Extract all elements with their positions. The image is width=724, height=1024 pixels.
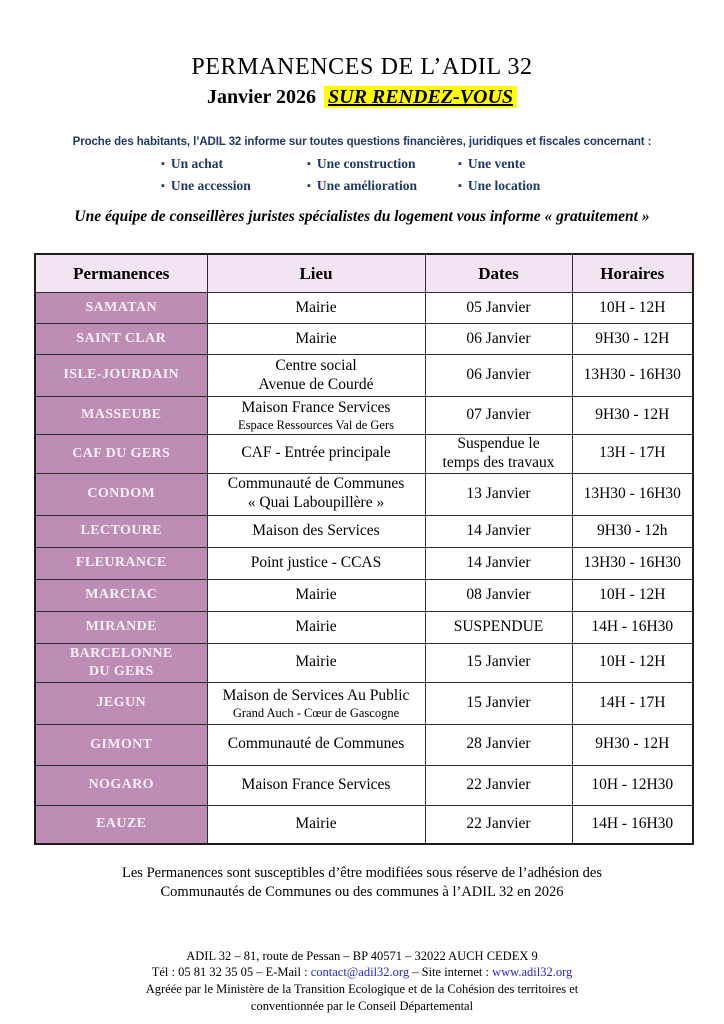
- disclaimer-line2: Communautés de Communes ou des communes à l’ADIL 32 en 2026: [160, 884, 564, 901]
- lieu-cell: Mairie: [207, 805, 425, 844]
- column-header-permanences: Permanences: [35, 254, 207, 293]
- horaires-cell: 14H - 16H30: [572, 805, 693, 844]
- website-link[interactable]: www.adil32.org: [492, 965, 573, 980]
- intro-text: Proche des habitants, l’ADIL 32 informe sur toutes questions financières, juridiques et fiscales concernant :: [72, 136, 652, 148]
- footer-site-label: – Site internet :: [409, 965, 493, 980]
- bullet-item: [307, 178, 458, 194]
- footer-accreditation-line2: conventionnée par le Conseil Départemental: [250, 999, 474, 1014]
- horaires-cell: 9H30 - 12h: [572, 515, 693, 547]
- square-bullet-icon: [161, 178, 171, 194]
- table-row-lectoure: [35, 515, 693, 547]
- horaires-cell: 13H30 - 16H30: [572, 473, 693, 515]
- table-row-fleurance: [35, 547, 693, 579]
- square-bullet-icon: [307, 178, 317, 194]
- table-row-mirande: [35, 611, 693, 643]
- date-cell: 28 Janvier: [425, 724, 572, 765]
- table-row-barcelonne-du-gers: [35, 643, 693, 682]
- table-row-isle-jourdain: [35, 355, 693, 397]
- lieu-cell: Maison des Services: [207, 515, 425, 547]
- bullet-label: Une construction: [316, 156, 416, 171]
- footer-address: ADIL 32 – 81, route de Pessan – BP 40571 – 32022 AUCH CEDEX 9: [186, 948, 538, 963]
- column-header-lieu: Lieu: [207, 254, 425, 293]
- permanence-name: SAMATAN: [35, 293, 207, 324]
- lieu-line2: Espace Ressources Val de Gers: [238, 417, 394, 432]
- subtitle-month: Janvier 2026: [206, 86, 317, 108]
- permanence-name: ISLE-JOURDAIN: [35, 355, 207, 397]
- lieu-line1: Maison de Services Au Public: [222, 686, 410, 704]
- horaires-cell: 14H - 17H: [572, 682, 693, 724]
- bullet-item: [161, 178, 307, 194]
- horaires-cell: 9H30 - 12H: [572, 397, 693, 435]
- date-cell: 05 Janvier: [425, 293, 572, 324]
- table-row-nogaro: [35, 765, 693, 805]
- date-cell: SUSPENDUE: [425, 611, 572, 643]
- table-row-marciac: [35, 579, 693, 611]
- column-header-dates: Dates: [425, 254, 572, 293]
- table-header: [35, 254, 693, 293]
- tagline: Une équipe de conseillères juristes spécialistes du logement vous informe « gratuitement »: [74, 208, 650, 225]
- table-row-gimont: [35, 724, 693, 765]
- lieu-cell: [207, 397, 425, 435]
- permanence-name: JEGUN: [35, 682, 207, 724]
- name-line1: BARCELONNE: [69, 645, 173, 661]
- lieu-line2: « Quai Laboupillère »: [247, 494, 385, 512]
- horaires-cell: 10H - 12H: [572, 293, 693, 324]
- date-cell: 08 Janvier: [425, 579, 572, 611]
- date-cell: 22 Janvier: [425, 765, 572, 805]
- lieu-cell: CAF - Entrée principale: [207, 435, 425, 474]
- table-row-eauze: [35, 805, 693, 844]
- permanences-table: [34, 253, 694, 845]
- subtitle-highlight: SUR RENDEZ-VOUS: [324, 86, 517, 108]
- bullet-list: [161, 156, 563, 194]
- date-line1: Suspendue le: [457, 435, 540, 452]
- permanence-name: SAINT CLAR: [35, 324, 207, 355]
- bullet-item: [161, 156, 307, 172]
- horaires-cell: 13H30 - 16H30: [572, 547, 693, 579]
- lieu-cell: Communauté de Communes: [207, 724, 425, 765]
- name-line2: DU GERS: [88, 663, 154, 679]
- footer-tel-label: Tél : 05 81 32 35 05 – E-Mail :: [151, 965, 311, 980]
- column-header-horaires: Horaires: [572, 254, 693, 293]
- footer-accreditation-line1: Agréée par le Ministère de la Transition Ecologique et de la Cohésion des territoires et: [145, 982, 579, 997]
- lieu-cell: Mairie: [207, 324, 425, 355]
- email-link[interactable]: contact@adil32.org: [310, 965, 410, 980]
- disclaimer-note: [0, 864, 724, 902]
- page-title: PERMANENCES DE L’ADIL 32: [191, 54, 533, 80]
- date-cell: 13 Janvier: [425, 473, 572, 515]
- square-bullet-icon: [458, 178, 468, 194]
- footer-contact-line: [0, 964, 724, 981]
- date-cell: 14 Janvier: [425, 547, 572, 579]
- date-cell: 14 Janvier: [425, 515, 572, 547]
- date-cell: 06 Janvier: [425, 355, 572, 397]
- bullet-label: Une amélioration: [316, 178, 418, 193]
- table-row-caf-du-gers: [35, 435, 693, 474]
- footer: [0, 948, 724, 1016]
- lieu-cell: [207, 682, 425, 724]
- permanence-name: MASSEUBE: [35, 397, 207, 435]
- table-row-masseube: [35, 397, 693, 435]
- permanence-name: CONDOM: [35, 473, 207, 515]
- permanence-name: GIMONT: [35, 724, 207, 765]
- horaires-cell: 13H30 - 16H30: [572, 355, 693, 397]
- permanence-name: MARCIAC: [35, 579, 207, 611]
- table-row-jegun: [35, 682, 693, 724]
- date-cell: 22 Janvier: [425, 805, 572, 844]
- lieu-cell: Mairie: [207, 611, 425, 643]
- date-cell: [425, 435, 572, 474]
- permanence-name: CAF DU GERS: [35, 435, 207, 474]
- horaires-cell: 9H30 - 12H: [572, 724, 693, 765]
- date-cell: 06 Janvier: [425, 324, 572, 355]
- bullet-item: [458, 178, 563, 194]
- bullet-label: Une location: [467, 178, 541, 193]
- horaires-cell: 9H30 - 12H: [572, 324, 693, 355]
- page-subtitle: [0, 86, 724, 109]
- date-cell: 15 Janvier: [425, 682, 572, 724]
- lieu-line1: Centre social: [275, 356, 357, 374]
- lieu-cell: [207, 355, 425, 397]
- permanence-name: NOGARO: [35, 765, 207, 805]
- lieu-cell: Maison France Services: [207, 765, 425, 805]
- date-line2: temps des travaux: [442, 453, 555, 471]
- horaires-cell: 13H - 17H: [572, 435, 693, 474]
- table-row-saint-clar: [35, 324, 693, 355]
- square-bullet-icon: [307, 156, 317, 172]
- lieu-line1: Communauté de Communes: [227, 475, 405, 493]
- permanence-name: [35, 643, 207, 682]
- permanence-name: FLEURANCE: [35, 547, 207, 579]
- permanence-name: MIRANDE: [35, 611, 207, 643]
- lieu-cell: Mairie: [207, 579, 425, 611]
- horaires-cell: 10H - 12H: [572, 643, 693, 682]
- bullet-item: [307, 156, 458, 172]
- date-cell: 07 Janvier: [425, 397, 572, 435]
- permanence-name: LECTOURE: [35, 515, 207, 547]
- lieu-line1: Maison France Services: [241, 398, 391, 416]
- horaires-cell: 10H - 12H30: [572, 765, 693, 805]
- lieu-cell: Mairie: [207, 293, 425, 324]
- table-body: [35, 293, 693, 845]
- lieu-line2: Grand Auch - Cœur de Gascogne: [232, 705, 400, 720]
- date-cell: 15 Janvier: [425, 643, 572, 682]
- horaires-cell: 10H - 12H: [572, 579, 693, 611]
- bullet-label: Une vente: [467, 156, 526, 171]
- lieu-line2: Avenue de Courdé: [258, 375, 374, 393]
- table-row-condom: [35, 473, 693, 515]
- square-bullet-icon: [161, 156, 171, 172]
- lieu-cell: Point justice - CCAS: [207, 547, 425, 579]
- horaires-cell: 14H - 16H30: [572, 611, 693, 643]
- lieu-cell: Mairie: [207, 643, 425, 682]
- lieu-cell: [207, 473, 425, 515]
- square-bullet-icon: [458, 156, 468, 172]
- permanence-name: EAUZE: [35, 805, 207, 844]
- bullet-item: [458, 156, 563, 172]
- table-header-row: [35, 254, 693, 293]
- table-row-samatan: [35, 293, 693, 324]
- bullet-label: Un achat: [170, 156, 224, 171]
- disclaimer-line1: Les Permanences sont susceptibles d’être modifiées sous réserve de l’adhésion des: [122, 865, 602, 882]
- bullet-label: Une accession: [170, 178, 251, 193]
